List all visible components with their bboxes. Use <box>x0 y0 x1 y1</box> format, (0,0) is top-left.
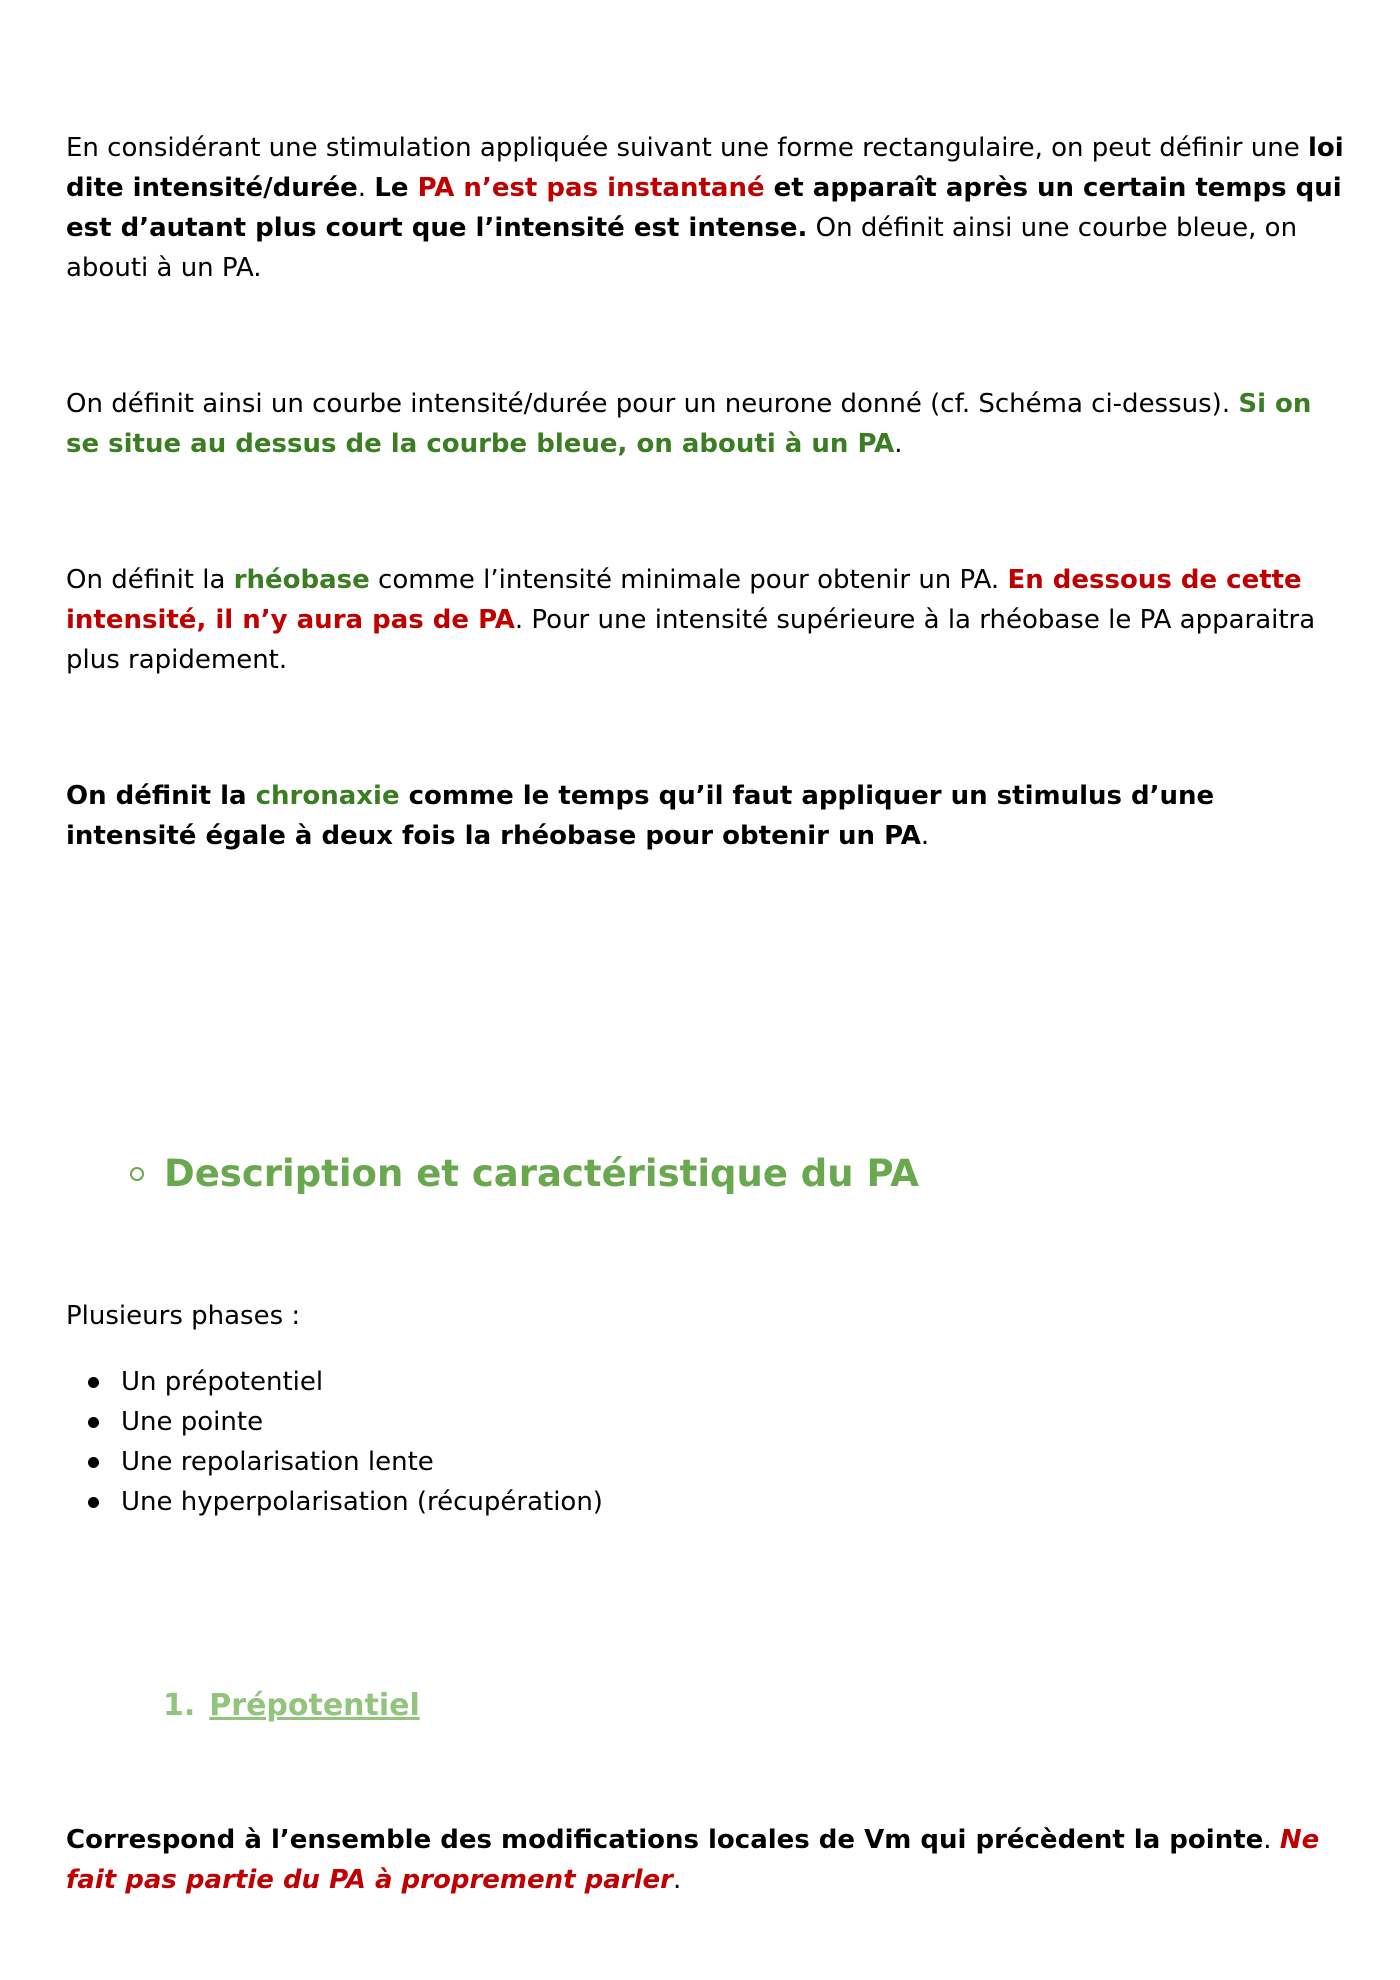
list-item-label: Un prépotentiel <box>121 1367 324 1397</box>
bold-term-loi: loi dite intensité/durée <box>66 133 1344 203</box>
subsection-number: 1. <box>163 1688 196 1723</box>
green-term-chronaxie: chronaxie <box>255 781 400 811</box>
list-item <box>66 1442 603 1482</box>
bold-text: et apparaît après un certain temps qui est d’autant plus court que l’intensité est intense. <box>66 173 1342 243</box>
list-item-label: Une hyperpolarisation (récupération) <box>121 1487 603 1517</box>
text-span: . <box>1263 1825 1280 1855</box>
text-span: On définit la <box>66 781 256 811</box>
green-term-rheobase: rhéobase <box>233 565 370 595</box>
red-emphasis: En dessous de cette intensité, il n’y aura pas de PA <box>66 565 1302 635</box>
list-item <box>66 1402 603 1442</box>
text-span: . Pour une intensité supérieure à la rhéobase le PA apparaitra plus rapidement. <box>66 605 1316 675</box>
text-span: . <box>920 821 930 851</box>
section-heading-text: Description et caractéristique du PA <box>164 1152 919 1195</box>
text-span: comme le temps qu’il faut appliquer un stimulus d’une intensité égale à deux fois la rhéobase pour obtenir un PA <box>66 781 1215 851</box>
green-emphasis: Si on se situe au dessus de la courbe bleue, on abouti à un PA <box>66 389 1312 459</box>
list-item-label: Une pointe <box>121 1407 264 1437</box>
red-italic-emphasis: Ne fait pas partie du PA à proprement parler <box>66 1825 1320 1895</box>
text-span: En considérant une stimulation appliquée suivant une forme rectangulaire, on peut définir une <box>66 133 1308 163</box>
bullet-icon <box>88 1417 99 1428</box>
text-span: Correspond à l’ensemble des modifications locales de Vm qui précèdent la pointe <box>66 1825 1264 1855</box>
text-span: comme l’intensité minimale pour obtenir un PA. <box>369 565 1008 595</box>
bullet-icon <box>88 1497 99 1508</box>
text-span: On définit la <box>66 565 234 595</box>
phases-list <box>66 1362 603 1522</box>
bullet-icon <box>88 1457 99 1468</box>
text-span: . <box>672 1865 682 1895</box>
section-heading <box>130 1152 919 1195</box>
text-span: On définit ainsi un courbe intensité/durée pour un neurone donné (cf. Schéma ci-dessus). <box>66 389 1239 419</box>
red-emphasis: PA n’est pas instantané <box>417 173 765 203</box>
bold-text: Le <box>374 173 418 203</box>
list-item <box>66 1482 603 1522</box>
subsection-heading <box>163 1688 420 1723</box>
list-item <box>66 1362 603 1402</box>
text-span: . <box>894 429 903 459</box>
subsection-link[interactable]: Prépotentiel <box>209 1688 420 1723</box>
text-span: On définit ainsi une courbe bleue, on abouti à un PA. <box>66 213 1298 283</box>
phases-intro: Plusieurs phases : <box>66 1301 301 1331</box>
text-span: . <box>357 173 375 203</box>
paragraph-intensity-duration <box>66 128 1346 288</box>
list-item-label: Une repolarisation lente <box>121 1447 434 1477</box>
paragraph-chronaxie <box>66 776 1346 856</box>
paragraph-courbe <box>66 384 1346 464</box>
hollow-circle-bullet-icon <box>130 1167 144 1181</box>
paragraph-rheobase <box>66 560 1346 680</box>
bullet-icon <box>88 1377 99 1388</box>
paragraph-prepotentiel <box>66 1820 1346 1900</box>
